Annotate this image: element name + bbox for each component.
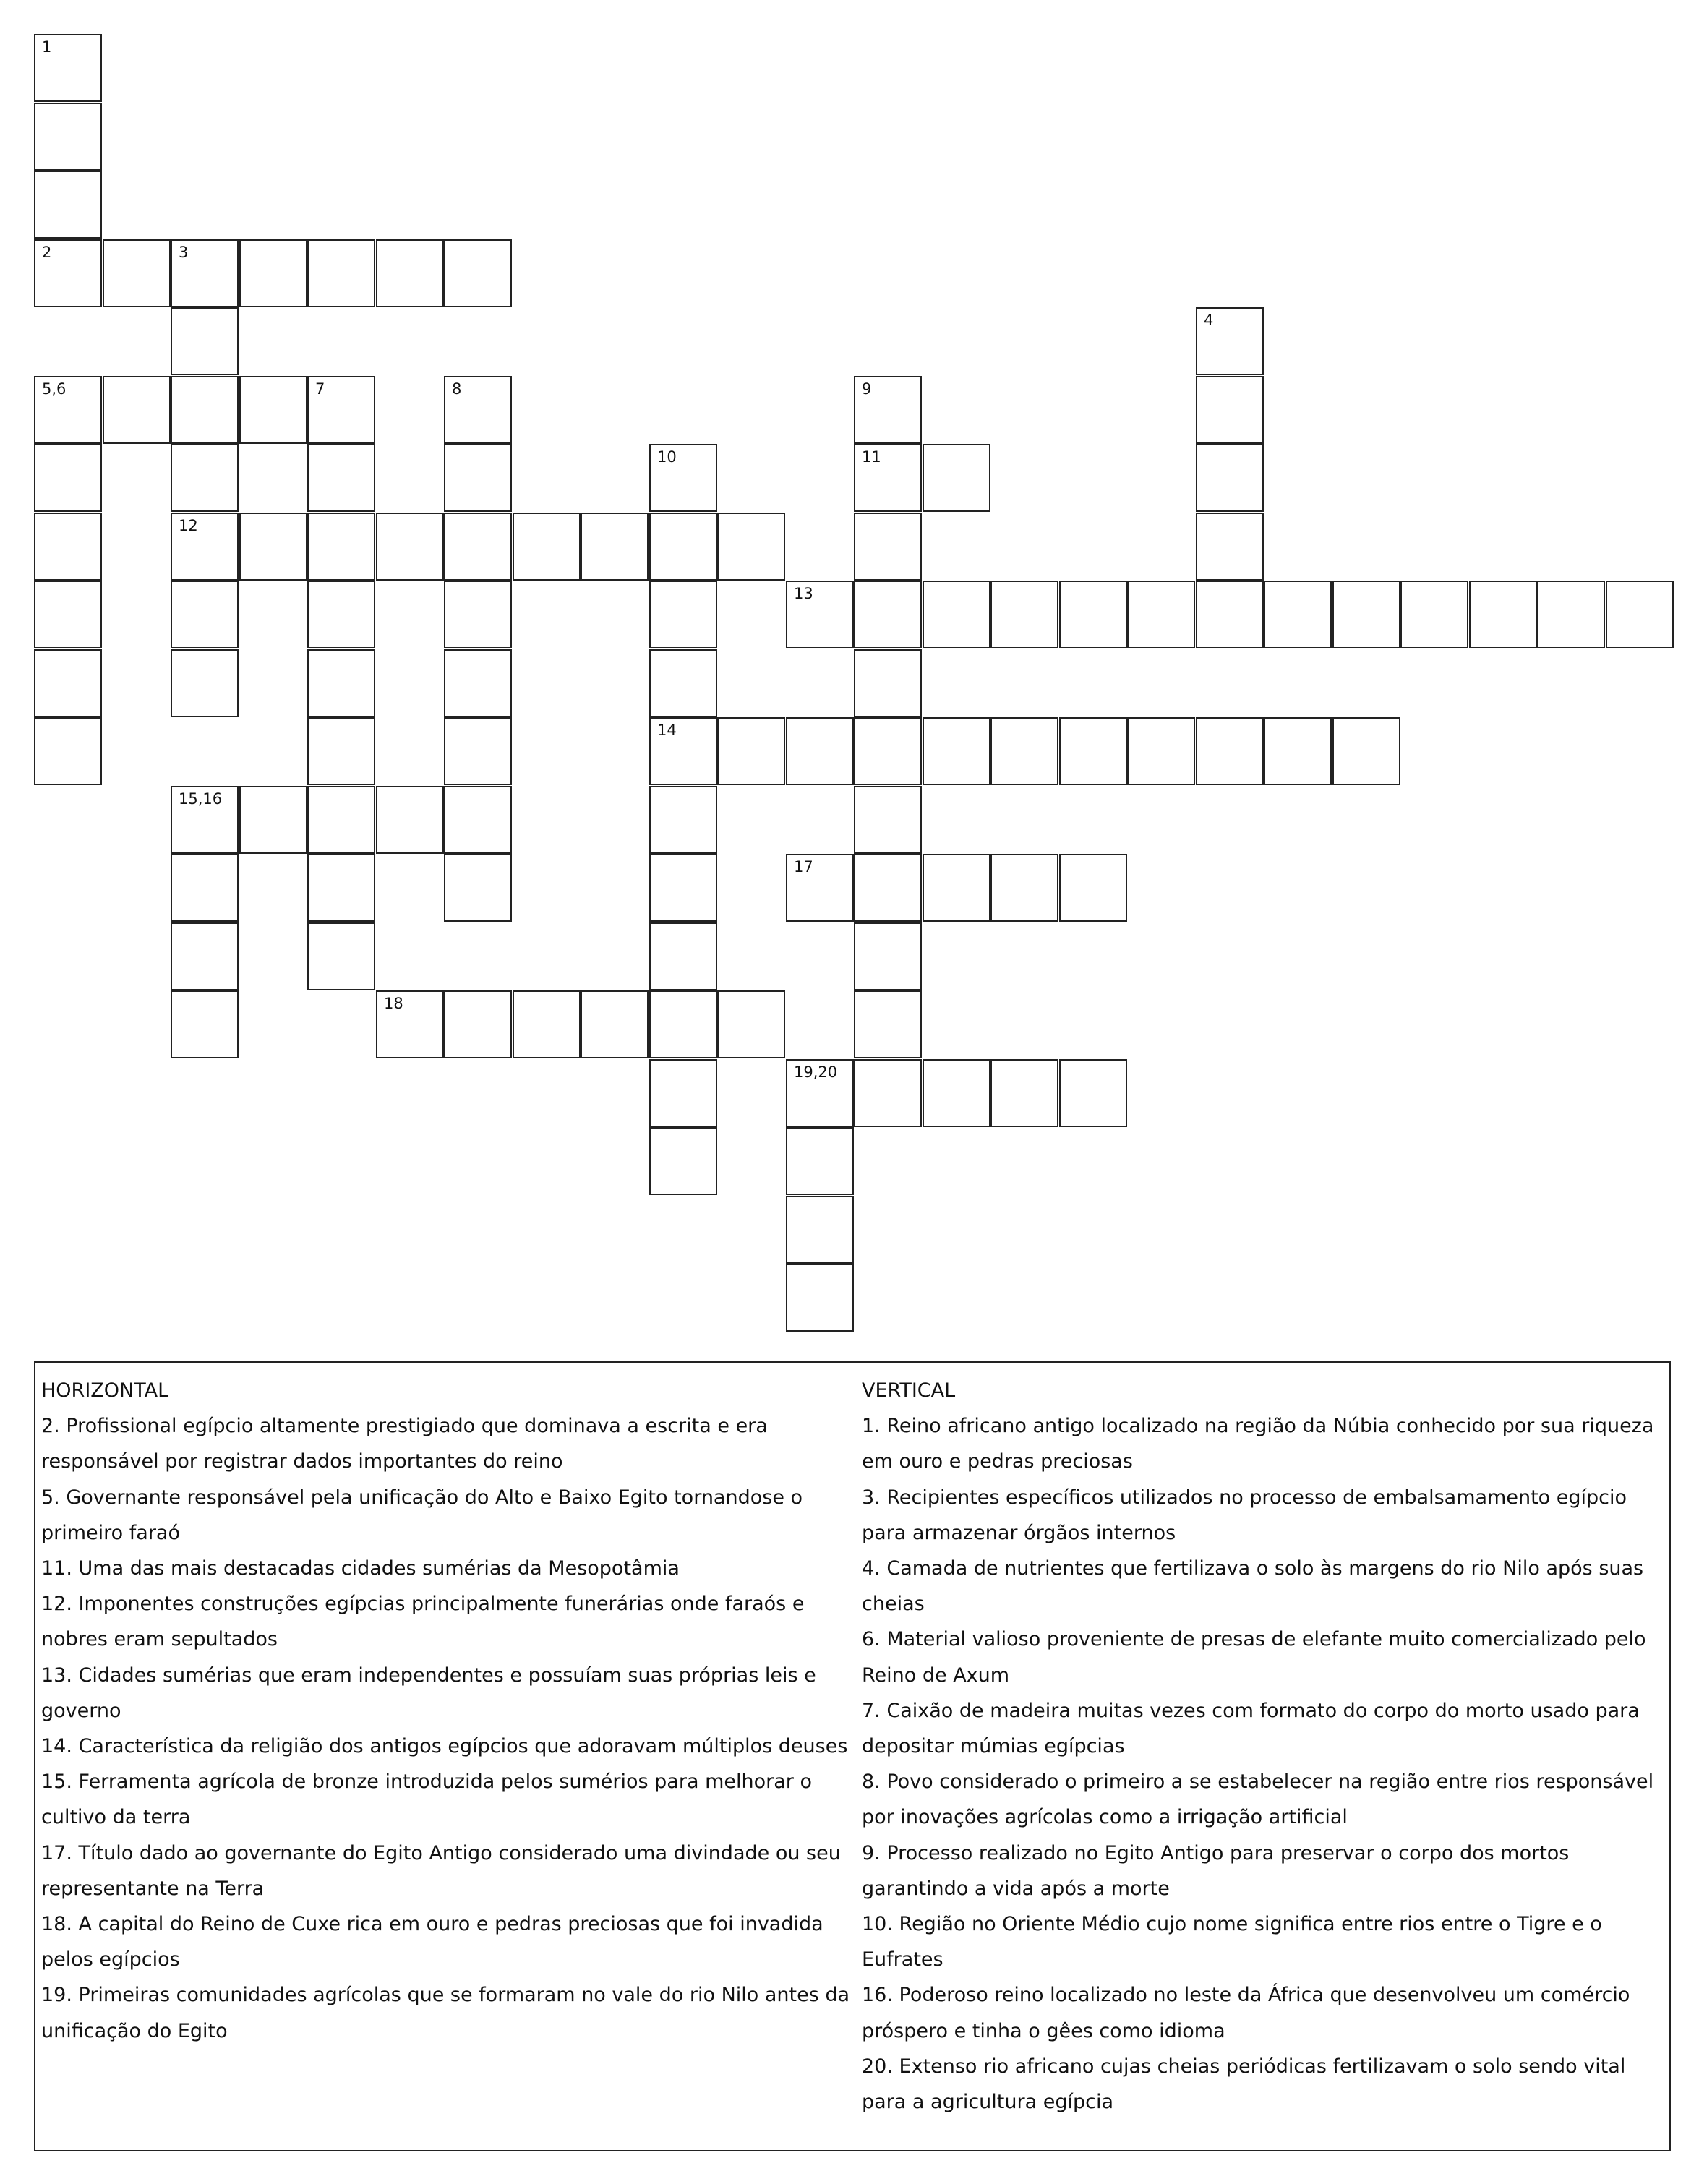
grid-cell[interactable] xyxy=(444,717,512,785)
grid-cell[interactable] xyxy=(34,171,102,239)
grid-cell[interactable] xyxy=(34,649,102,717)
grid-cell[interactable] xyxy=(1127,581,1195,648)
grid-cell[interactable] xyxy=(649,990,717,1058)
horizontal-clues xyxy=(41,1373,865,2049)
grid-cell[interactable] xyxy=(34,239,102,307)
grid-cell[interactable] xyxy=(34,717,102,785)
cell-number: 3 xyxy=(179,244,189,261)
grid-cell[interactable] xyxy=(171,307,239,375)
clue-h-2: 2. Profissional egípcio altamente prestigiado que dominava a escrita e era responsável por registrar dados importantes do reino xyxy=(41,1415,768,1473)
grid-cell[interactable] xyxy=(171,922,239,990)
cell-number: 19,20 xyxy=(794,1063,838,1081)
grid-cell[interactable] xyxy=(1264,717,1332,785)
cell-number: 18 xyxy=(384,995,403,1012)
cell-number: 4 xyxy=(1204,312,1214,329)
grid-cell[interactable] xyxy=(854,717,922,785)
cell-number: 2 xyxy=(42,244,52,261)
cell-number: 7 xyxy=(315,380,325,398)
grid-cell[interactable] xyxy=(34,513,102,581)
cell-number: 14 xyxy=(657,721,677,739)
grid-cell[interactable] xyxy=(103,239,171,307)
grid-cell[interactable] xyxy=(1400,581,1468,648)
grid-cell[interactable] xyxy=(717,513,785,581)
grid-cell[interactable] xyxy=(649,581,717,648)
grid-cell[interactable] xyxy=(239,376,307,444)
clue-h-14: 14. Característica da religião dos antigos egípcios que adoravam múltiplos deuses xyxy=(41,1735,848,1758)
grid-cell[interactable] xyxy=(854,649,922,717)
grid-cell[interactable] xyxy=(307,376,375,444)
grid-cell[interactable] xyxy=(171,990,239,1058)
clue-h-15: 15. Ferramenta agrícola de bronze introduzida pelos sumérios para melhorar o cultivo da terra xyxy=(41,1770,812,1829)
grid-cell[interactable] xyxy=(171,239,239,307)
grid-cell[interactable] xyxy=(1196,376,1264,444)
grid-cell[interactable] xyxy=(1264,581,1332,648)
clue-h-5: 5. Governante responsável pela unificação do Alto e Baixo Egito tornandose o primeiro faraó xyxy=(41,1486,803,1544)
grid-cell[interactable] xyxy=(444,649,512,717)
cell-number: 9 xyxy=(862,380,872,398)
grid-cell[interactable] xyxy=(444,581,512,648)
grid-cell[interactable] xyxy=(239,786,307,854)
grid-cell[interactable] xyxy=(444,990,512,1058)
grid-cell[interactable] xyxy=(1332,717,1400,785)
grid-cell[interactable] xyxy=(786,717,854,785)
grid-cell[interactable] xyxy=(444,854,512,922)
grid-cell[interactable] xyxy=(376,513,444,581)
grid-cell[interactable] xyxy=(990,717,1058,785)
grid-cell[interactable] xyxy=(1059,717,1127,785)
clue-h-11: 11. Uma das mais destacadas cidades sumérias da Mesopotâmia xyxy=(41,1557,680,1580)
grid-cell[interactable] xyxy=(444,239,512,307)
grid-cell[interactable] xyxy=(1196,581,1264,648)
grid-cell[interactable] xyxy=(854,444,922,512)
clue-h-18: 18. A capital do Reino de Cuxe rica em ouro e pedras preciosas que foi invadida pelos egípcios xyxy=(41,1913,823,1971)
cell-number: 17 xyxy=(794,858,813,875)
grid-cell[interactable] xyxy=(923,581,990,648)
grid-cell[interactable] xyxy=(376,990,444,1058)
grid-cell[interactable] xyxy=(649,649,717,717)
cell-number: 12 xyxy=(179,517,198,534)
grid-cell[interactable] xyxy=(34,444,102,512)
cell-number: 5,6 xyxy=(42,380,67,398)
grid-cell[interactable] xyxy=(854,990,922,1058)
grid-cell[interactable] xyxy=(923,717,990,785)
grid-cell[interactable] xyxy=(717,990,785,1058)
cell-number: 13 xyxy=(794,585,813,602)
grid-cell[interactable] xyxy=(307,581,375,648)
grid-cell[interactable] xyxy=(649,717,717,785)
grid-cell[interactable] xyxy=(34,34,102,102)
grid-cell[interactable] xyxy=(444,376,512,444)
clue-h-12: 12. Imponentes construções egípcias principalmente funerárias onde faraós e nobres eram sepultados xyxy=(41,1593,805,1651)
grid-cell[interactable] xyxy=(786,581,854,648)
grid-cell[interactable] xyxy=(513,990,581,1058)
grid-cell[interactable] xyxy=(990,581,1058,648)
grid-cell[interactable] xyxy=(307,513,375,581)
grid-cell[interactable] xyxy=(307,854,375,922)
clue-v-7: 7. Caixão de madeira muitas vezes com formato do corpo do morto usado para depositar múmias egípcias xyxy=(862,1699,1640,1758)
grid-cell[interactable] xyxy=(786,1059,854,1127)
cell-number: 11 xyxy=(862,448,881,466)
grid-cell[interactable] xyxy=(786,1127,854,1195)
grid-cell[interactable] xyxy=(239,239,307,307)
grid-cell[interactable] xyxy=(923,854,990,922)
clue-v-1: 1. Reino africano antigo localizado na região da Núbia conhecido por sua riqueza em ouro e pedras preciosas xyxy=(862,1415,1654,1473)
cell-number: 10 xyxy=(657,448,677,466)
grid-cell[interactable] xyxy=(307,444,375,512)
grid-cell[interactable] xyxy=(1196,307,1264,375)
grid-cell[interactable] xyxy=(239,513,307,581)
grid-cell[interactable] xyxy=(990,1059,1058,1127)
grid-cell[interactable] xyxy=(854,854,922,922)
grid-cell[interactable] xyxy=(171,649,239,717)
grid-cell[interactable] xyxy=(171,786,239,854)
grid-cell[interactable] xyxy=(1196,444,1264,512)
grid-cell[interactable] xyxy=(1332,581,1400,648)
grid-cell[interactable] xyxy=(444,513,512,581)
horizontal-heading: HORIZONTAL xyxy=(41,1379,169,1402)
clues-box xyxy=(34,1361,1671,2151)
cell-number: 8 xyxy=(452,380,462,398)
grid-cell[interactable] xyxy=(307,649,375,717)
grid-cell[interactable] xyxy=(1059,581,1127,648)
grid-cell[interactable] xyxy=(854,376,922,444)
clue-v-6: 6. Material valioso proveniente de presas de elefante muito comercializado pelo Reino de Axum xyxy=(862,1628,1646,1687)
cell-number: 1 xyxy=(42,38,52,56)
grid-cell[interactable] xyxy=(923,1059,990,1127)
grid-cell[interactable] xyxy=(444,444,512,512)
grid-cell[interactable] xyxy=(854,1059,922,1127)
cell-number: 15,16 xyxy=(179,790,223,808)
grid-cell[interactable] xyxy=(307,239,375,307)
grid-cell[interactable] xyxy=(444,786,512,854)
grid-cell[interactable] xyxy=(649,513,717,581)
grid-cell[interactable] xyxy=(1127,717,1195,785)
grid-cell[interactable] xyxy=(34,581,102,648)
clue-v-4: 4. Camada de nutrientes que fertilizava o solo às margens do rio Nilo após suas cheias xyxy=(862,1557,1644,1616)
vertical-clues xyxy=(862,1373,1668,2120)
grid-cell[interactable] xyxy=(307,717,375,785)
clue-v-20: 20. Extenso rio africano cujas cheias periódicas fertilizavam o solo sendo vital para a agricultura egípcia xyxy=(862,2055,1626,2114)
grid-cell[interactable] xyxy=(171,854,239,922)
clue-h-19: 19. Primeiras comunidades agrícolas que se formaram no vale do rio Nilo antes da unificação do Egito xyxy=(41,1984,850,2042)
grid-cell[interactable] xyxy=(34,103,102,171)
grid-cell[interactable] xyxy=(649,444,717,512)
grid-cell[interactable] xyxy=(649,786,717,854)
grid-cell[interactable] xyxy=(1059,854,1127,922)
grid-cell[interactable] xyxy=(854,513,922,581)
grid-cell[interactable] xyxy=(786,854,854,922)
clue-v-8: 8. Povo considerado o primeiro a se estabelecer na região entre rios responsável por inovações agrícolas como a irrigação artificial xyxy=(862,1770,1654,1829)
grid-cell[interactable] xyxy=(854,786,922,854)
grid-cell[interactable] xyxy=(171,513,239,581)
grid-cell[interactable] xyxy=(923,444,990,512)
grid-cell[interactable] xyxy=(786,1196,854,1264)
grid-cell[interactable] xyxy=(990,854,1058,922)
grid-cell[interactable] xyxy=(376,239,444,307)
grid-cell[interactable] xyxy=(786,1264,854,1332)
grid-cell[interactable] xyxy=(1537,581,1605,648)
grid-cell[interactable] xyxy=(513,513,581,581)
grid-cell[interactable] xyxy=(1196,717,1264,785)
clue-v-16: 16. Poderoso reino localizado no leste da África que desenvolveu um comércio próspero e tinha o gêes como idioma xyxy=(862,1984,1630,2042)
grid-cell[interactable] xyxy=(717,717,785,785)
grid-cell[interactable] xyxy=(581,990,649,1058)
grid-cell[interactable] xyxy=(376,786,444,854)
grid-cell[interactable] xyxy=(34,376,102,444)
clue-h-13: 13. Cidades sumérias que eram independentes e possuíam suas próprias leis e governo xyxy=(41,1663,816,1722)
grid-cell[interactable] xyxy=(171,581,239,648)
grid-cell[interactable] xyxy=(854,922,922,990)
grid-cell[interactable] xyxy=(649,1059,717,1127)
grid-cell[interactable] xyxy=(171,376,239,444)
grid-cell[interactable] xyxy=(1469,581,1537,648)
grid-cell[interactable] xyxy=(307,786,375,854)
grid-cell[interactable] xyxy=(1606,581,1674,648)
clue-v-3: 3. Recipientes específicos utilizados no processo de embalsamamento egípcio para armazenar órgãos internos xyxy=(862,1486,1627,1544)
grid-cell[interactable] xyxy=(1196,513,1264,581)
grid-cell[interactable] xyxy=(649,922,717,990)
clue-v-10: 10. Região no Oriente Médio cujo nome significa entre rios entre o Tigre e o Eufrates xyxy=(862,1913,1602,1971)
clue-v-9: 9. Processo realizado no Egito Antigo para preservar o corpo dos mortos garantindo a vida após a morte xyxy=(862,1841,1570,1900)
grid-cell[interactable] xyxy=(854,581,922,648)
grid-cell[interactable] xyxy=(307,922,375,990)
clue-h-17: 17. Título dado ao governante do Egito Antigo considerado uma divindade ou seu representante na Terra xyxy=(41,1841,841,1900)
grid-cell[interactable] xyxy=(103,376,171,444)
grid-cell[interactable] xyxy=(649,1127,717,1195)
grid-cell[interactable] xyxy=(1059,1059,1127,1127)
vertical-heading: VERTICAL xyxy=(862,1379,956,1402)
grid-cell[interactable] xyxy=(171,444,239,512)
grid-cell[interactable] xyxy=(581,513,649,581)
grid-cell[interactable] xyxy=(649,854,717,922)
